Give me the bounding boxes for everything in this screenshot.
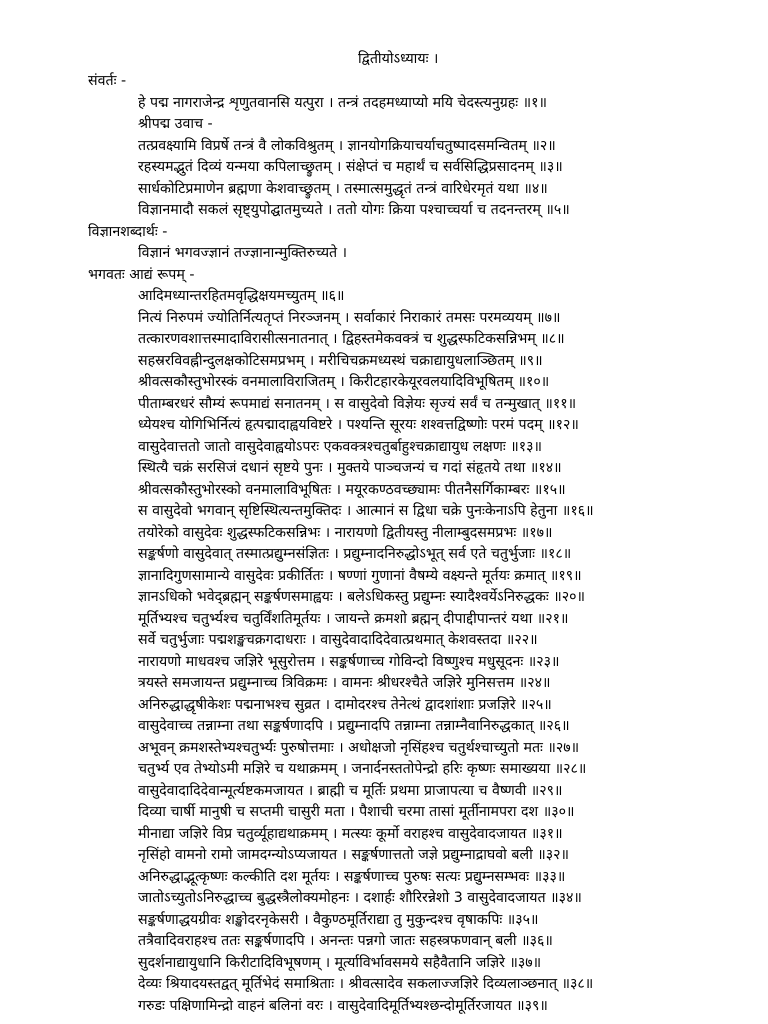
- speaker-heading: विज्ञानशब्दार्थः -: [88, 223, 168, 240]
- verse-line: दिव्या चार्षी मानुषी च सप्तमी चासुरी मता । पैशाची चरमा तासां मूर्तीनामपरा दश ॥३०॥: [138, 804, 575, 820]
- verse-line: वासुदेवाच्च तन्नाम्ना तथा सङ्कर्षणादपि । प्रद्युम्नादपि तन्नाम्ना तन्नाम्नैवानिरुद्धकात् ॥२६॥: [138, 718, 570, 734]
- verse-line: चतुर्भ्य एव तेभ्योऽमी मज्ञिरे च यथाक्रमम् । जनार्दनस्ततोपेन्द्रो हरिः कृष्णः समाख्यया ॥२८॥: [138, 761, 587, 777]
- chapter-title: द्वितीयोऽध्यायः ।: [358, 51, 439, 67]
- verse-line: ध्येयश्च योगिभिर्नित्यं हृत्पद्मादाह्वयविष्टरे । पश्यन्ति सूरयः शश्वत्तद्विष्णोः परमं पदम् ॥१२॥: [138, 417, 579, 433]
- verse-line: रहस्यमद्भुतं दिव्यं यन्मया कपिलाच्छ्रुतम् । संक्षेप्तं च महार्थं च सर्वसिद्धिप्रसादनम् ॥३॥: [138, 159, 563, 175]
- verse-line: देव्यः श्रियादयस्तद्वत् मूर्तिभेदं समाश्रिताः । श्रीवत्सादेव सकलाज्जज्ञिरे दिव्यलाञ्छनात् ॥३८॥: [138, 976, 594, 992]
- verse-line: सर्वे चतुर्भुजाः पद्मशङ्खचक्रगदाधराः । वासुदेवादादिदेवात्प्रथमात् केशवस्तदा ॥२२॥: [138, 632, 538, 648]
- verse-line: सार्धकोटिप्रमाणेन ब्रह्मणा केशवाच्छ्रुतम् । तस्मात्समुद्धृतं तन्त्रं वारिधेरमृतं यथा ॥४॥: [138, 180, 548, 197]
- verse-line: तयोरेको वासुदेवः शुद्धस्फटिकसन्निभः । नारायणो द्वितीयस्तु नीलाम्बुदसमप्रभः ॥१७॥: [138, 524, 553, 541]
- verse-line: हे पद्म नागराजेन्द्र शृणुतवानसि यत्पुरा । तन्त्रं तदहमध्याप्यो मयि चेदस्त्यनुग्रहः ॥१॥: [138, 94, 548, 111]
- verse-line: ज्ञानऽधिको भवेद्ब्रह्मन् सङ्कर्षणसमाह्वयः । बलेऽधिकस्तु प्रद्युम्नः स्यादैश्वर्येऽनिरुद्धकः ॥२०॥: [138, 589, 586, 605]
- verse-line: सहस्ररविवह्नीन्दुलक्षकोटिसमप्रभम् । मरीचिचक्रमध्यस्थं चक्राद्यायुधलाञ्छितम् ॥९॥: [138, 352, 543, 369]
- verse-line: नारायणो माधवश्च जज्ञिरे भूसुरोत्तम । सङ्कर्षणाच्च गोविन्दो विष्णुश्च मधुसूदनः ॥२३॥: [138, 653, 560, 670]
- speaker-heading: संवर्तः -: [88, 73, 127, 89]
- verse-line: सङ्कर्षणाद्धयग्रीवः शङ्खोदरनृकेसरी । वैकुण्ठमूर्तिराद्या तु मुकुन्दश्च वृषाकपिः ॥३५॥: [138, 911, 539, 928]
- verse-line: श्रीवत्सकौस्तुभोरस्कं वनमालाविराजितम् । किरीटहारकेयूरवलयादिविभूषितम् ॥१०॥: [138, 374, 550, 390]
- verse-line: गरुडः पक्षिणामिन्द्रो वाहनं बलिनां वरः । वासुदेवादिमूर्तिभ्यश्छन्दोमूर्तिरजायत ॥३९॥: [138, 997, 548, 1014]
- verse-line: अनिरुद्धाद्धृषीकेशः पद्मनाभश्च सुव्रत । दामोदरश्च तेनेत्थं द्वादशांशाः प्रजज्ञिरे ॥२५॥: [138, 696, 552, 713]
- verse-line: अभूवन् क्रमशस्तेभ्यश्चतुर्भ्यः पुरुषोत्तमाः । अधोक्षजो नृसिंहश्च चतुर्थश्चाच्युतो मतः ॥२७॥: [138, 739, 580, 756]
- speaker-heading: भगवतः आद्यं रूपम् -: [88, 266, 195, 283]
- verse-line: पीताम्बरधरं सौम्यं रूपमाद्यं सनातनम् । स वासुदेवो विज्ञेयः सृज्यं सर्वं च तन्मुखात् ॥११॥: [138, 395, 577, 412]
- verse-line: मूर्तिभ्यश्च चतुर्भ्यश्च चतुर्विंशतिमूर्तयः । जायन्ते क्रमशो ब्रह्मन् दीपाद्दीपान्तरं यथा ॥२१॥: [138, 610, 569, 627]
- verse-line: आदिमध्यान्तरहितमवृद्धिक्षयमच्युतम् ॥६॥: [138, 288, 345, 304]
- verse-line: त्रयस्ते समजायन्त प्रद्युम्नाच्च त्रिविक्रमः । वामनः श्रीधरश्चैते जज्ञिरे मुनिसत्तम ॥२४॥: [138, 675, 551, 691]
- verse-line: नित्यं निरुपमं ज्योतिर्नित्यतृप्तं निरञ्जनम् । सर्वाकारं निराकारं तमसः परमव्ययम् ॥७॥: [138, 309, 561, 326]
- verse-line: जातोऽच्युतोऽनिरुद्धाच्च बुद्धस्त्रैलोक्यमोहनः । दशार्हः शौरिरन्नेशो 3 वासुदेवादजायत ॥३४॥: [138, 890, 582, 906]
- verse-line: वासुदेवात्ततो जातो वासुदेवाह्वयोऽपरः एकवक्त्रश्चतुर्बाहुश्चक्राद्यायुध लक्षणः ॥१३॥: [138, 438, 543, 455]
- verse-line: अनिरुद्धाद्भूत्कृष्णः कल्कीति दश मूर्तयः । सङ्कर्षणाच्च पुरुषः सत्यः प्रद्युम्नसम्भवः ॥३३॥: [138, 868, 566, 885]
- verse-list: [0, 71, 768, 1017]
- verse-line: नृसिंहो वामनो रामो जामदग्न्योऽप्यजायत । सङ्कर्षणात्ततो जज्ञे प्रद्युम्नाद्राघवो बली ॥३२॥: [138, 847, 570, 863]
- verse-line: स वासुदेवो भगवान् सृष्टिस्थित्यन्तमुक्तिदः । आत्मानं स द्विधा चक्रे पुनःकेनाऽपि हेतुना ॥१६॥: [138, 503, 594, 519]
- verse-line: विज्ञानं भगवज्ज्ञानं तज्ज्ञानान्मुक्तिरुच्यते ।: [138, 245, 348, 261]
- verse-line: ज्ञानादिगुणसामान्ये वासुदेवः प्रकीर्तितः । षण्णां गुणानां वैषम्ये वक्ष्यन्ते मूर्तयः क्रमात् ॥१९॥: [138, 567, 582, 584]
- verse-line: स्थित्यै चक्रं सरसिजं दधानं सृष्टये पुनः । मुक्तये पाञ्चजन्यं च गदां संहृतये तथा ॥१४॥: [138, 460, 562, 476]
- verse-line: मीनाद्या जज्ञिरे विप्र चतुर्व्यूहाद्यथाक्रमम् । मत्स्यः कूर्मो वराहश्च वासुदेवादजायत ॥३१॥: [138, 825, 563, 842]
- verse-line: तत्प्रवक्ष्यामि विप्रर्षे तन्त्रं वै लोकविश्रुतम् । ज्ञानयोगक्रियाचर्याचतुष्पादसमन्वितम् ॥२॥: [138, 137, 556, 154]
- verse-line: तत्रैवादिवराहश्च ततः सङ्कर्षणादपि । अनन्तः पन्नगो जातः सहस्त्रफणवान् बली ॥३६॥: [138, 933, 553, 949]
- sub-heading: श्रीपद्म उवाच -: [138, 116, 213, 132]
- verse-line: श्रीवत्सकौस्तुभोरस्को वनमालाविभूषितः । मयूरकण्ठवच्छ्यामः पीतनैसर्गिकाम्बरः ॥१५॥: [138, 481, 566, 498]
- verse-line: तत्कारणवशात्तस्मादाविरासीत्सनातनात् । द्विहस्तमेकवक्त्रं च शुद्धस्फटिकसन्निभम् ॥८॥: [138, 331, 565, 347]
- verse-line: सुदर्शनाद्यायुधानि किरीटादिविभूषणम् । मूर्त्याविर्भावसमये सहैवैतानि जज्ञिरे ॥३७॥: [138, 954, 542, 971]
- verse-line: वासुदेवादादिदेवान्मूर्त्यष्टकमजायत । ब्राह्मी च मूर्तिः प्रथमा प्राजापत्या च वैष्णवी ॥२९॥: [138, 782, 563, 799]
- verse-line: विज्ञानमादौ सकलं सृष्ट्युपोद्घातमुच्यते । ततो योगः क्रिया पश्चाच्चर्या च तदनन्तरम् ॥५॥: [138, 202, 570, 218]
- verse-line: सङ्कर्षणो वासुदेवात् तस्मात्प्रद्युम्नसंज्ञितः । प्रद्युम्नादनिरुद्धोऽभूत् सर्व एते चतुर्भुजाः ॥१८॥: [138, 546, 572, 562]
